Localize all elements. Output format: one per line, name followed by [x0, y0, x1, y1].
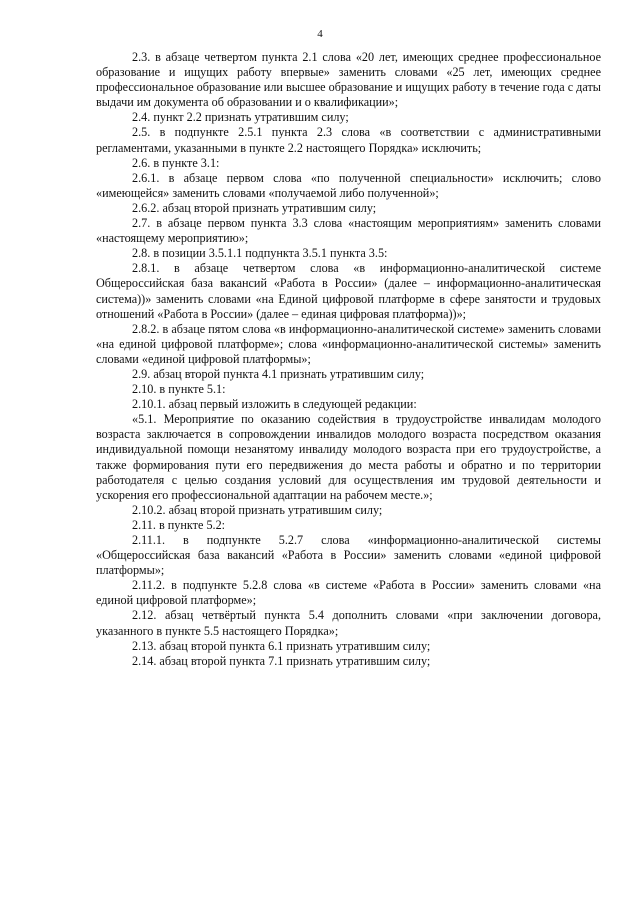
paragraph-2-12: 2.12. абзац четвёртый пункта 5.4 дополнить словами «при заключении договора, указанного в пункте 5.5 настоящего Порядка»; — [96, 608, 601, 638]
paragraph-2-5: 2.5. в подпункте 2.5.1 пункта 2.3 слова «в соответствии с административными регламентами, указанными в пункте 2.2 настоящего Порядка» исключить; — [96, 125, 601, 155]
page-number: 4 — [317, 28, 323, 40]
paragraph-2-11-1: 2.11.1. в подпункте 5.2.7 слова «информационно-аналитической системы «Общероссийская база вакансий «Работа в России» заменить словами «единой цифровой платформы»; — [96, 533, 601, 578]
paragraph-quote-5-1: «5.1. Мероприятие по оказанию содействия в трудоустройстве инвалидам молодого возраста заключается в сопровождении инвалидов молодого возраста посредством оказания индивидуальной помощи незанятому инвалиду молодого возраста при его трудоустройстве, а также формирования пути его передвижения до места работы и обратно и по территории работодателя с целью создания условий для осуществления им трудовой деятельности и ускорения его профессиональной адаптации на рабочем месте.»; — [96, 412, 601, 502]
paragraph-2-4: 2.4. пункт 2.2 признать утратившим силу; — [132, 110, 349, 125]
paragraph-2-11: 2.11. в пункте 5.2: — [132, 517, 226, 532]
paragraph-2-13: 2.13. абзац второй пункта 6.1 признать утратившим силу; — [132, 638, 431, 653]
paragraph-2-9: 2.9. абзац второй пункта 4.1 признать утратившим силу; — [132, 366, 425, 381]
paragraph-2-3: 2.3. в абзаце четвертом пункта 2.1 слова «20 лет, имеющих среднее профессиональное образование и ищущих работу впервые» заменить словами «25 лет, имеющих среднее профессиональное образование или высшее образование и ищущих работу в течение года с даты выдачи им документа об образовании и о квалификации»; — [96, 50, 601, 110]
paragraph-2-8: 2.8. в позиции 3.5.1.1 подпункта 3.5.1 пункта 3.5: — [132, 246, 388, 261]
paragraph-2-14: 2.14. абзац второй пункта 7.1 признать утратившим силу; — [132, 653, 431, 668]
paragraph-2-10: 2.10. в пункте 5.1: — [132, 382, 226, 397]
paragraph-2-8-2: 2.8.2. в абзаце пятом слова «в информационно-аналитической системе» заменить словами «на единой цифровой платформе»; слова «информационно-аналитической системы» заменить словами «единой цифровой платформы»; — [96, 321, 601, 366]
paragraph-2-10-2: 2.10.2. абзац второй признать утратившим силу; — [132, 502, 383, 517]
paragraph-2-6-1: 2.6.1. в абзаце первом слова «по полученной специальности» исключить; слово «имеющейся» заменить словами «получаемой либо полученной»; — [96, 170, 601, 200]
paragraph-2-7: 2.7. в абзаце первом пункта 3.3 слова «настоящим мероприятиям» заменить словами «настоящему мероприятию»; — [96, 216, 601, 246]
paragraph-2-8-1: 2.8.1. в абзаце четвертом слова «в информационно-аналитической системе Общероссийская база вакансий «Работа в России» (далее – информационно-аналитическая система))» заменить словами «на Единой цифровой платформе в сфере занятости и трудовых отношений «Работа в России» (далее – единая цифровая платформа))»; — [96, 261, 601, 321]
paragraph-2-10-1: 2.10.1. абзац первый изложить в следующей редакции: — [132, 397, 417, 412]
paragraph-2-6: 2.6. в пункте 3.1: — [132, 155, 220, 170]
document-body — [96, 50, 601, 669]
paragraph-2-6-2: 2.6.2. абзац второй признать утратившим силу; — [132, 200, 377, 215]
paragraph-2-11-2: 2.11.2. в подпункте 5.2.8 слова «в системе «Работа в России» заменить словами «на единой цифровой платформе»; — [96, 578, 601, 608]
